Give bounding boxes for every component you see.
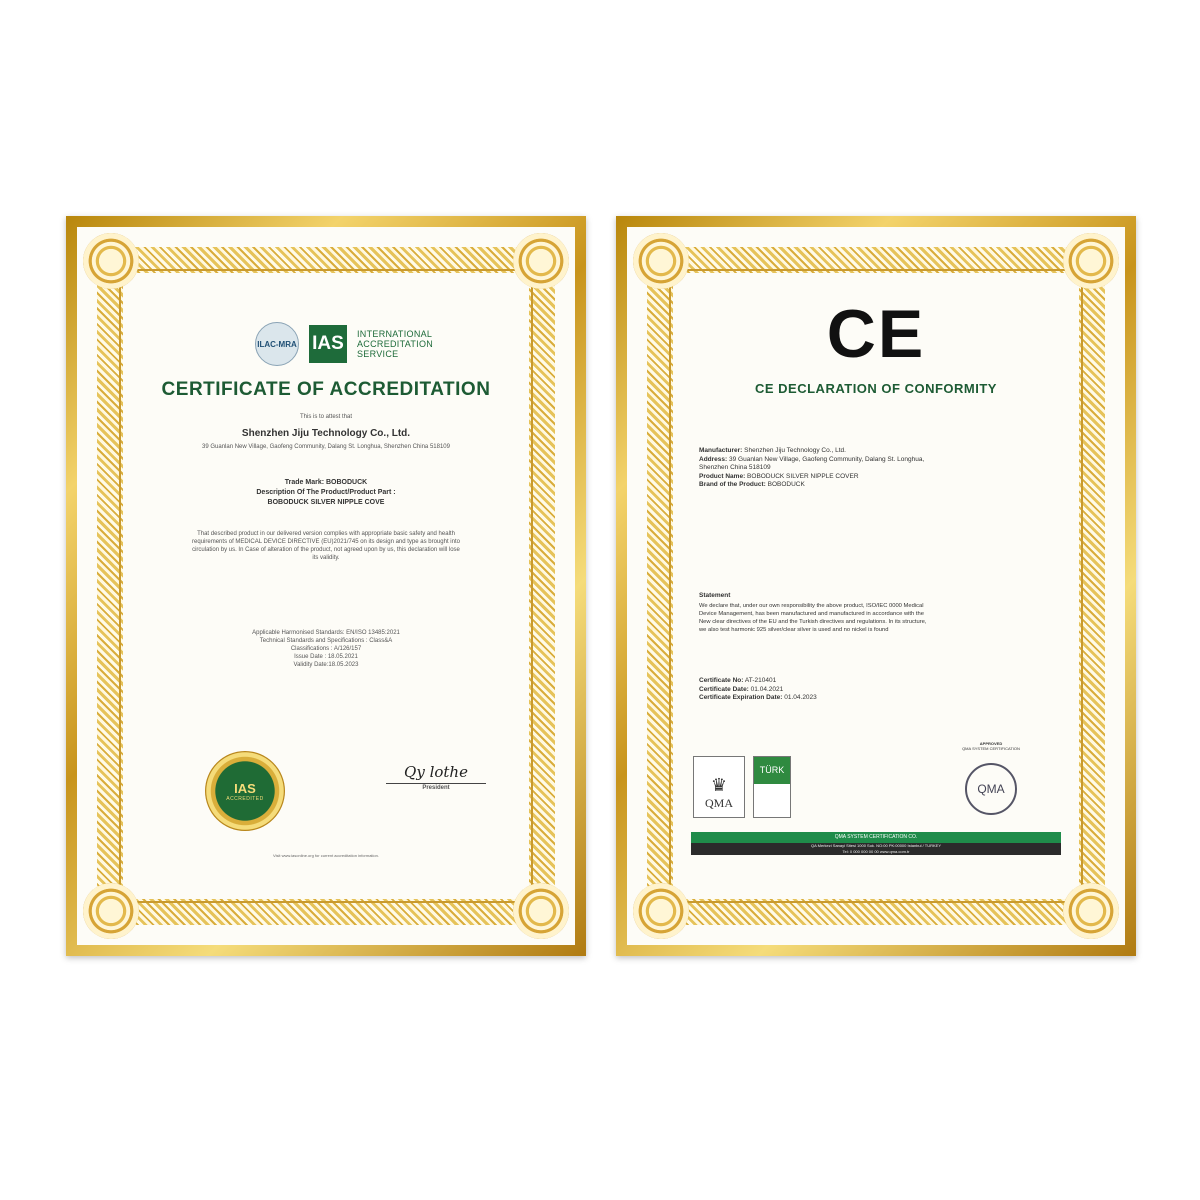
corner-rosette bbox=[633, 233, 689, 289]
standards-block: Applicable Harmonised Standards: EN/ISO 13485:2021 Technical Standards and Specifications : Class&A Classifications : A/126/157 Issue Date : 18.05.2021 Validity Date:18.05.2023 bbox=[252, 630, 400, 668]
certificate-paper bbox=[627, 227, 1125, 945]
approval-label: APPROVED QMA SYSTEM CERTIFICATION bbox=[962, 741, 1020, 751]
corner-rosette bbox=[1063, 883, 1119, 939]
certificate-details: Certificate No: AT-210401 Certificate Date: 01.04.2021 Certificate Expiration Date: 01.04.2023 bbox=[699, 677, 817, 701]
issuer-address-bar: QA Merkezi Sanayi Sitesi 1000 Sok. NO:00 PK:00000 Istanbul / TURKEY Tel: 0 000 000 00 00 www.qma.com.tr bbox=[691, 843, 1061, 855]
compliance-text: That described product in our delivered version complies with appropriate basic safety and health requirements of MEDICAL DEVICE DIRECTIVE (EU)2021/745 on its design and type as brought into circulation by us. In Case of alteration of the product, not agreed upon by us, this declaration will lose its validity. bbox=[192, 531, 460, 561]
certificate-of-accreditation bbox=[66, 216, 586, 956]
signature: Qy lothe bbox=[404, 763, 468, 781]
ilac-mra-logo: ILAC-MRA bbox=[255, 322, 299, 366]
trade-name: Trade Mark: BOBODUCK bbox=[284, 479, 368, 486]
ce-declaration-of-conformity bbox=[616, 216, 1136, 956]
crown-icon: ♛ bbox=[710, 775, 728, 795]
statement-title: Statement bbox=[699, 592, 731, 599]
accreditation-badge: TÜRK bbox=[753, 756, 791, 818]
statement-text: We declare that, under our own responsibility the above product, ISO/IEC 0000 Medical Device Management, has been manufactured and manufactured in accordance with the New clear directives of the EU and the Turkish directives and regulations. In its structure, we also test harmonic 925 silver/clear silver is used and no nickel is found bbox=[699, 603, 927, 633]
corner-rosette bbox=[83, 233, 139, 289]
ias-name: INTERNATIONAL ACCREDITATION SERVICE bbox=[357, 329, 434, 359]
company-address: 39 Guanlan New Village, Gaofeng Community, Dalang St. Longhua, Shenzhen China 518109 bbox=[202, 444, 450, 450]
corner-rosette bbox=[513, 233, 569, 289]
attest-line: This is to attest that bbox=[299, 414, 353, 420]
signer-title: President bbox=[422, 785, 450, 791]
footer-note: Visit www.iasonline.org for current accreditation information. bbox=[273, 853, 379, 858]
description-value: BOBODUCK SILVER NIPPLE COVE bbox=[267, 499, 385, 506]
certificate-paper bbox=[77, 227, 575, 945]
description-label: Description Of The Product/Product Part : bbox=[256, 489, 396, 496]
issuer-bar: QMA SYSTEM CERTIFICATION CO. bbox=[691, 832, 1061, 843]
ias-logo: IAS bbox=[309, 325, 347, 363]
corner-rosette bbox=[1063, 233, 1119, 289]
signature-block bbox=[381, 763, 491, 792]
certificate-title: CERTIFICATE OF ACCREDITATION bbox=[161, 379, 491, 400]
corner-rosette bbox=[633, 883, 689, 939]
manufacturer-info: Manufacturer: Shenzhen Jiju Technology Co., Ltd. Address: 39 Guanlan New Village, Gaofeng Community, Dalang St. Longhua, Shenzhen China 518109 Product Name: BOBODUCK SILVER NIPPLE COVER Brand of the Product: BOBODUCK bbox=[699, 447, 925, 488]
ias-accredited-seal: IAS ACCREDITED bbox=[205, 751, 285, 831]
ce-mark: CE bbox=[826, 296, 926, 372]
qma-logo: ♛ QMA bbox=[693, 756, 745, 818]
qma-stamp: QMA bbox=[965, 763, 1017, 815]
declaration-title: CE DECLARATION OF CONFORMITY bbox=[755, 381, 997, 396]
corner-rosette bbox=[83, 883, 139, 939]
corner-rosette bbox=[513, 883, 569, 939]
company-name: Shenzhen Jiju Technology Co., Ltd. bbox=[241, 428, 411, 439]
